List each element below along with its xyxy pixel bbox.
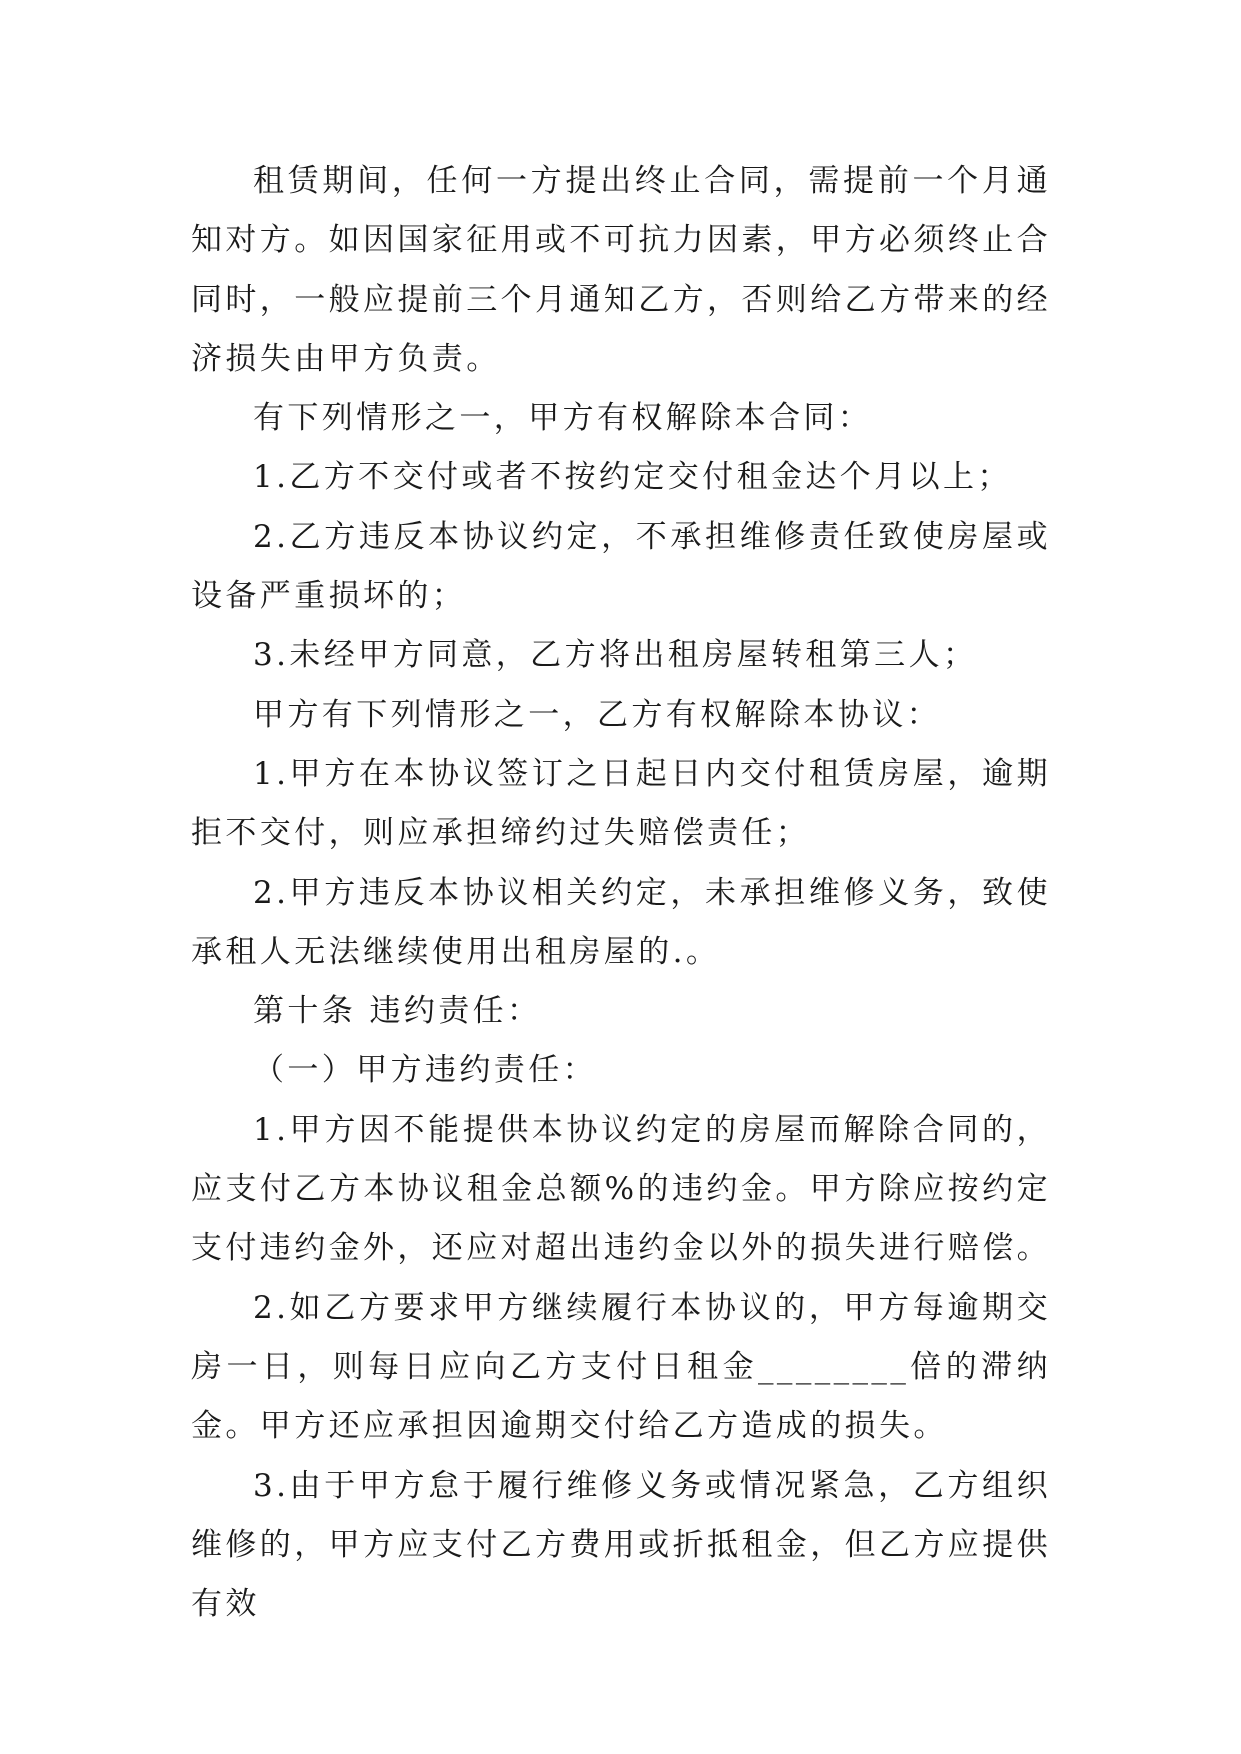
paragraph-tenant-clause-2: 2.甲方违反本协议相关约定，未承担维修义务，致使承租人无法继续使用出租房屋的.。 — [191, 874, 1051, 970]
paragraph-landlord-clause-3: 3.未经甲方同意，乙方将出租房屋转租第三人； — [253, 637, 978, 674]
paragraph-landlord-termination-heading: 有下列情形之一，甲方有权解除本合同： — [253, 400, 873, 437]
paragraph-liability-clause-2: 2.如乙方要求甲方继续履行本协议的，甲方每逾期交房一日，则每日应向乙方支付日租金________倍的滞纳金。甲方还应承担因逾期交付给乙方造成的损失。 — [191, 1289, 1051, 1445]
paragraph-tenant-termination-heading: 甲方有下列情形之一，乙方有权解除本协议： — [253, 696, 941, 733]
paragraph-landlord-clause-1: 1.乙方不交付或者不按约定交付租金达个月以上； — [253, 459, 1012, 496]
paragraph-termination-notice: 租赁期间，任何一方提出终止合同，需提前一个月通知对方。如因国家征用或不可抗力因素，甲方必须终止合同时，一般应提前三个月通知乙方，否则给乙方带来的经济损失由甲方负责。 — [191, 163, 1051, 377]
paragraph-liability-clause-1: 1.甲方因不能提供本协议约定的房屋而解除合同的，应支付乙方本协议租金总额%的违约金。甲方除应按约定支付违约金外，还应对超出违约金以外的损失进行赔偿。 — [191, 1111, 1051, 1267]
section-landlord-liability-heading: （一）甲方违约责任： — [253, 1052, 597, 1089]
paragraph-landlord-clause-2: 2.乙方违反本协议约定，不承担维修责任致使房屋或设备严重损坏的； — [191, 518, 1051, 615]
paragraph-tenant-clause-1: 1.甲方在本协议签订之日起日内交付租赁房屋，逾期拒不交付，则应承担缔约过失赔偿责任； — [191, 755, 1051, 852]
document-body — [191, 152, 1051, 1634]
article-10-heading: 第十条 违约责任： — [253, 993, 542, 1030]
paragraph-liability-clause-3: 3.由于甲方怠于履行维修义务或情况紧急，乙方组织维修的，甲方应支付乙方费用或折抵租金，但乙方应提供有效 — [191, 1467, 1051, 1623]
